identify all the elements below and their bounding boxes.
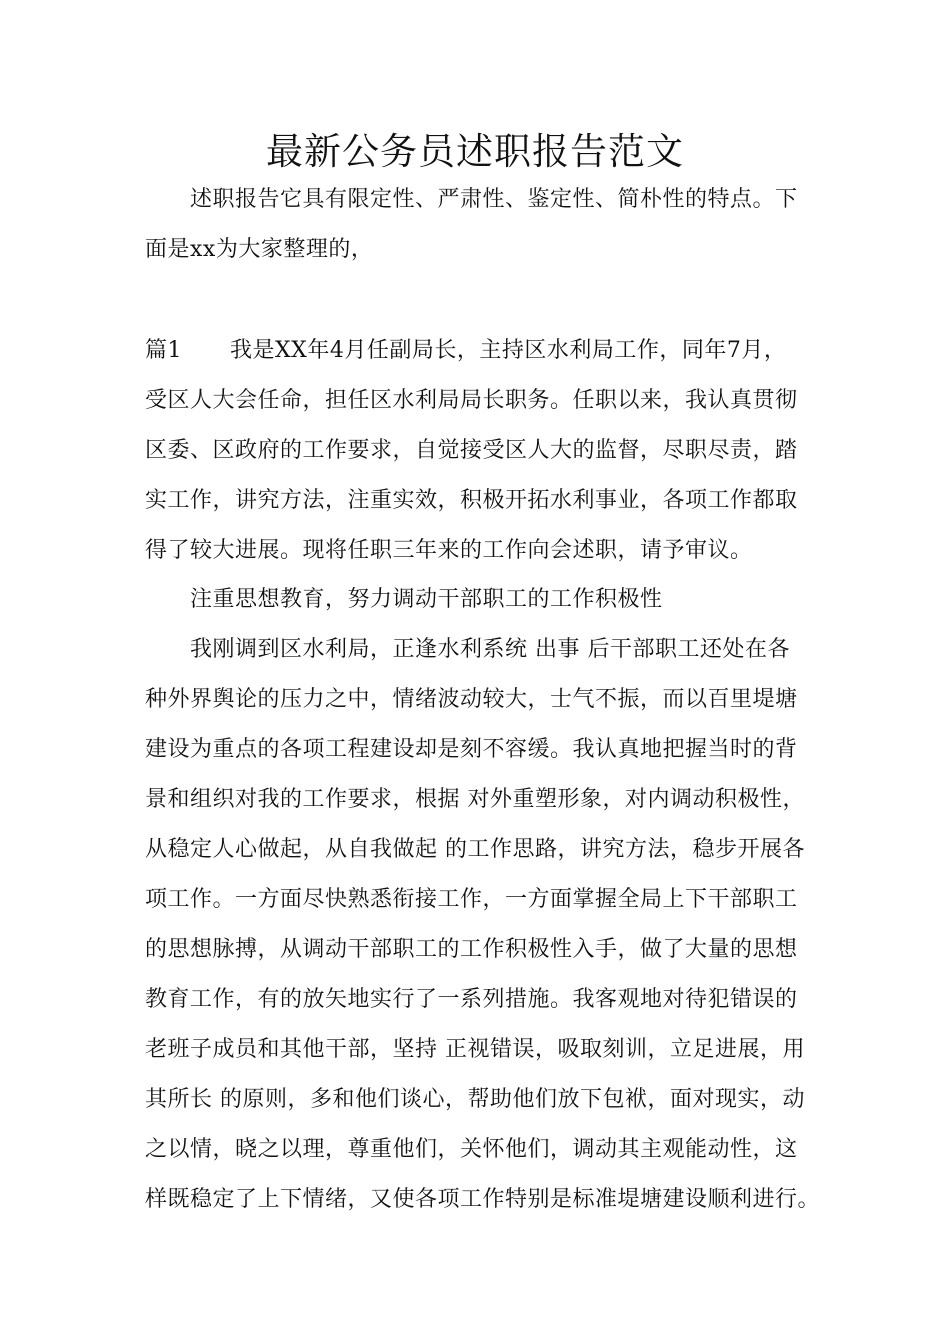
body-line-3: 建设为重点的各项工程建设却是刻不容缓。我认真地把握当时的背 [145, 737, 798, 762]
intro-line-2: 面是xx为大家整理的， [145, 237, 374, 262]
section-label: 篇1 [145, 338, 182, 363]
section-line-3: 区委、区政府的工作要求，自觉接受区人大的监督，尽职尽责，踏 [145, 438, 798, 463]
section-line-5: 得了较大进展。现将任职三年来的工作向会述职，请予审议。 [145, 538, 753, 563]
body-line-4: 景和组织对我的工作要求，根据 对外重塑形象，对内调动积极性， [145, 787, 805, 812]
body-line-1: 我刚调到区水利局，正逢水利系统 出事 后干部职工还处在各 [190, 637, 790, 662]
section-line-4: 实工作，讲究方法，注重实效，积极开拓水利事业，各项工作都取 [145, 488, 798, 513]
body-line-11: 之以情，晓之以理，尊重他们，关怀他们，调动其主观能动性，这 [145, 1137, 798, 1162]
body-line-6: 项工作。一方面尽快熟悉衔接工作，一方面掌握全局上下干部职工 [145, 887, 798, 912]
intro-line-1: 述职报告它具有限定性、严肃性、鉴定性、简朴性的特点。下 [190, 187, 798, 212]
body-line-5: 从稳定人心做起，从自我做起 的工作思路，讲究方法，稳步开展各 [145, 837, 805, 862]
section-first-line [145, 331, 825, 371]
document-title: 最新公务员述职报告范文 [266, 130, 684, 173]
section-line-1: 我是XX年4月任副局长，主持区水利局工作，同年7月， [230, 338, 787, 363]
body-line-2: 种外界舆论的压力之中，情绪波动较大，士气不振，而以百里堤塘 [145, 687, 798, 712]
body-line-12: 样既稳定了上下情绪，又使各项工作特别是标准堤塘建设顺利进行。 [145, 1187, 821, 1212]
body-line-8: 教育工作，有的放矢地实行了一系列措施。我客观地对待犯错误的 [145, 987, 798, 1012]
body-line-10: 其所长 的原则，多和他们谈心，帮助他们放下包袱，面对现实，动 [145, 1087, 805, 1112]
section-heading: 注重思想教育，努力调动干部职工的工作积极性 [190, 587, 663, 612]
section-line-2: 受区人大会任命，担任区水利局局长职务。任职以来，我认真贯彻 [145, 388, 798, 413]
body-line-7: 的思想脉搏，从调动干部职工的工作积极性入手，做了大量的思想 [145, 937, 798, 962]
body-line-9: 老班子成员和其他干部，坚持 正视错误，吸取刻训，立足进展，用 [145, 1037, 805, 1062]
